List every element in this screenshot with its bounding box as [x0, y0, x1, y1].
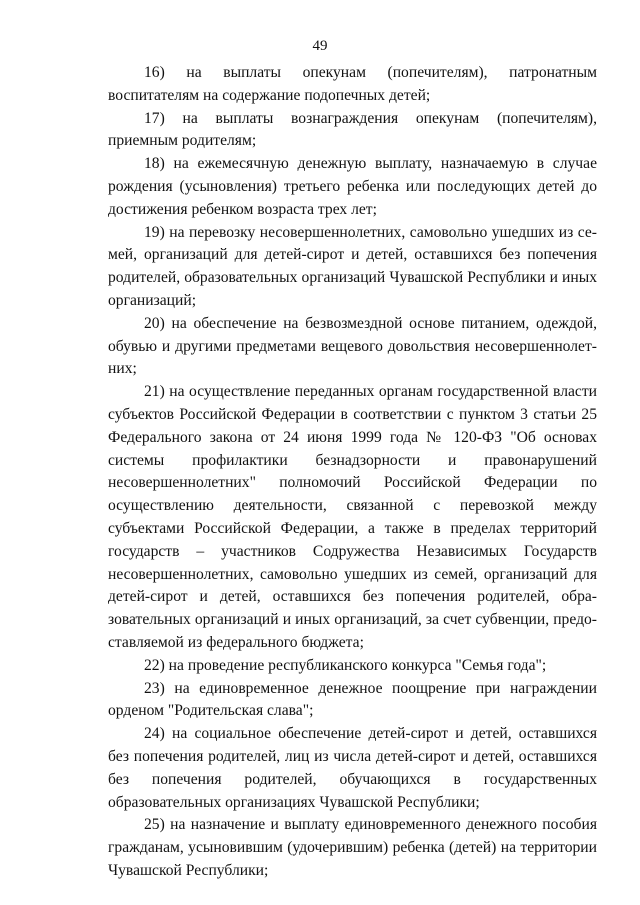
list-item-22: 22) на проведение республиканского конкурса "Семья года"; — [144, 656, 547, 674]
list-item-23: 23) на единовременное денежное поощрение при награждении орденом "Родительская слава"; — [108, 679, 597, 720]
list-item-25: 25) на назначение и выплату единовременного денежного пособия гражданам, усыновившим (удочерившим) ребенка (детей) на территории Чувашской Республики; — [108, 816, 597, 879]
list-item-21: 21) на осуществление переданных органам государственной власти субъектов Российской Федерации в соответствии с пунктом 3 статьи 25 Федерального закона от 24 июня 1999 года № 120-ФЗ "Об основах системы профилактики безнадзорности и правонарушений несовершеннолетних" полномочий Российской Федерации по осуществлению деятельности, связанной с перевозкой между субъектами Российской Федерации, а также в пределах территорий государств – участников Содружества Независимых Государств несовершеннолетних, самовольно ушедших из семей, организаций для детей-сирот и детей, оставшихся без попечения родителей, образовательных организаций и иных организаций, за счет субвенции, предоставляемой из федерального бюджета; — [108, 383, 597, 651]
list-item-20: 20) на обеспечение на безвозмездной основе питанием, одеждой, обувью и другими предметами вещевого довольствия несовершеннолетних; — [108, 314, 597, 378]
list-item-16: 16) на выплаты опекунам (попечителям), патронатным воспитателям на содержание подопечных детей; — [108, 64, 597, 104]
page-number: 49 — [312, 38, 328, 54]
list-item-24: 24) на социальное обеспечение детей-сирот и детей, оставшихся без попечения родителей, лиц из числа детей-сирот и детей, оставшихся без попечения родителей, обучающихся в государственных образовательных организациях Чувашской Республики; — [108, 725, 597, 811]
list-item-17: 17) на выплаты вознаграждения опекунам (попечителям), приемным родителям; — [108, 109, 597, 150]
list-item-19: 19) на перевозку несовершеннолетних, самовольно ушедших из семей, организаций для детей-сирот и детей, оставшихся без попечения родителей, образовательных организаций Чувашской Республики и иных организаций; — [108, 223, 597, 309]
list-item-18: 18) на ежемесячную денежную выплату, назначаемую в случае рождения (усыновления) третьего ребенка или последующих детей до достижения ребенком возраста трех лет; — [108, 155, 597, 218]
document-body — [108, 62, 597, 883]
